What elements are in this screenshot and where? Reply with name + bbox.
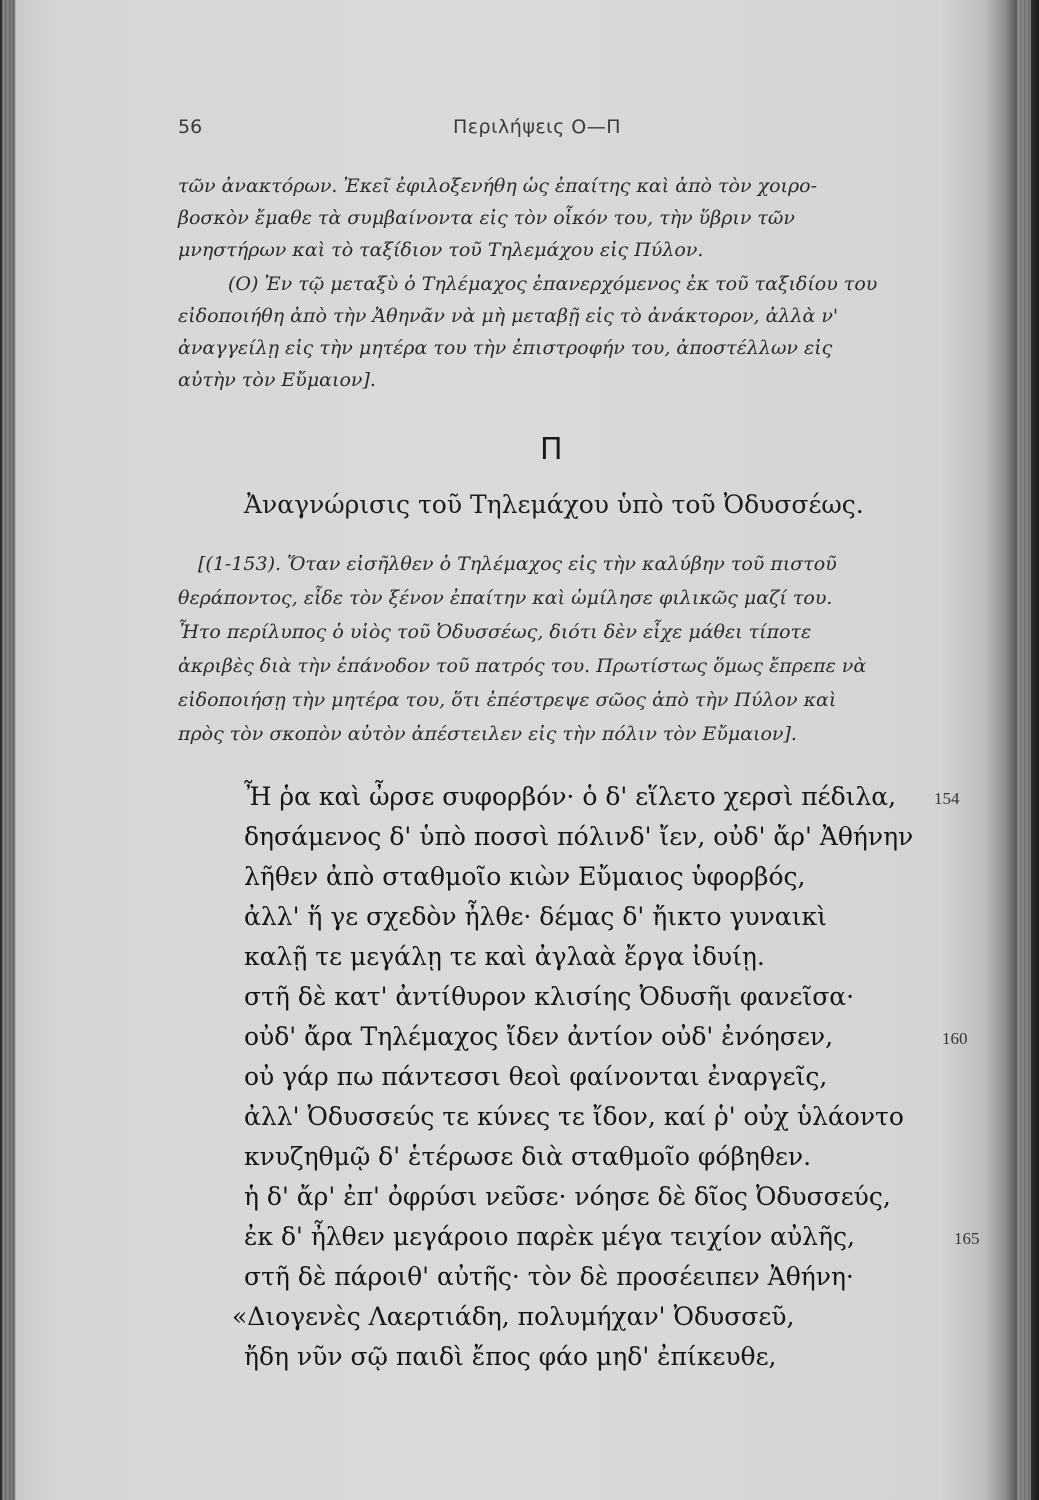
- verse-line: [244, 1136, 811, 1178]
- verse-text: ἀλλ' Ὀδυσσεύς τε κύνες τε ἴδον, καί ῥ' οὐχ ὑλάοντο: [244, 1102, 904, 1131]
- verse-line: [244, 776, 960, 818]
- verse-text: οὐδ' ἄρα Τηλέμαχος ἴδεν ἀντίον οὐδ' ἐνόησεν,: [244, 1022, 834, 1051]
- summary-p-line: [(1-153). Ὅταν εἰσῆλθεν ὁ Τηλέμαχος εἰς τὴν καλύβην τοῦ πιστοῦ: [198, 553, 837, 575]
- summary-p-line: θεράποντος, εἶδε τὸν ξένον ἐπαίτην καὶ ὡμίλησε φιλικῶς μαζί του.: [178, 587, 833, 609]
- verse-text: ἐκ δ' ἦλθεν μεγάροιο παρὲκ μέγα τειχίον αὐλῆς,: [244, 1222, 855, 1251]
- summary-o-line: μνηστήρων καὶ τὸ ταξίδιον τοῦ Τηλεμάχου εἰς Πύλον.: [178, 239, 704, 261]
- summary-o-line: βοσκὸν ἔμαθε τὰ συμβαίνοντα εἰς τὸν οἶκόν του, τὴν ὕβριν τῶν: [178, 207, 795, 229]
- verse-line: [244, 936, 765, 978]
- summary-p-line: Ἦτο περίλυπος ὁ υἱὸς τοῦ Ὀδυσσέως, διότι δὲν εἶχε μάθει τίποτε: [178, 621, 812, 643]
- verse-line: [244, 896, 827, 938]
- verse-text: «Διογενὲς Λαερτιάδη, πολυμήχαν' Ὀδυσσεῦ,: [232, 1302, 795, 1331]
- summary-o-line: (Ο) Ἐν τῷ μεταξὺ ὁ Τηλέμαχος ἐπανερχόμενος ἐκ τοῦ ταξιδίου του: [228, 273, 878, 295]
- verse-line: [244, 1096, 904, 1138]
- page-number: 56: [178, 116, 203, 138]
- verse-text: λῆθεν ἀπὸ σταθμοῖο κιὼν Εὔμαιος ὑφορβός,: [244, 862, 806, 891]
- verse-number: 160: [942, 1029, 968, 1048]
- verse-line: [244, 1176, 891, 1218]
- verse-line: [244, 1056, 827, 1098]
- verse-line: [244, 1216, 980, 1258]
- verse-text: ἡ δ' ἄρ' ἐπ' ὀφρύσι νεῦσε· νόησε δὲ δῖος Ὀδυσσεύς,: [244, 1182, 891, 1211]
- verse-text: οὐ γάρ πω πάντεσσι θεοὶ φαίνονται ἐναργεῖς,: [244, 1062, 828, 1091]
- section-letter: Π: [540, 432, 563, 467]
- verse-line: [244, 1016, 968, 1058]
- verse-line: [244, 1336, 777, 1378]
- verse-line: [244, 1256, 854, 1298]
- verse-text: στῆ δὲ πάροιθ' αὐτῆς· τὸν δὲ προσέειπεν Ἀθήνη·: [244, 1262, 854, 1291]
- verse-text: ἀλλ' ἥ γε σχεδὸν ἦλθε· δέμας δ' ἤικτο γυναικὶ: [244, 902, 827, 931]
- running-head: Περιλήψεις Ο—Π: [453, 116, 621, 138]
- page-header: [178, 116, 968, 146]
- verse-text: δησάμενος δ' ὑπὸ ποσσὶ πόλινδ' ἴεν, οὐδ' ἄρ' Ἀθήνην: [244, 822, 914, 851]
- verse-text: κνυζηθμῷ δ' ἑτέρωσε διὰ σταθμοῖο φόβηθεν.: [244, 1142, 812, 1171]
- summary-p-line: ἀκριβὲς διὰ τὴν ἐπάνοδον τοῦ πατρός του. Πρωτίστως ὅμως ἔπρεπε νὰ: [178, 655, 867, 677]
- verse-line: [232, 1296, 794, 1338]
- verse-text: ἤδη νῦν σῷ παιδὶ ἔπος φάο μηδ' ἐπίκευθε,: [244, 1342, 777, 1371]
- verse-line: [244, 816, 913, 858]
- summary-o-line: τῶν ἀνακτόρων. Ἐκεῖ ἐφιλοξενήθη ὡς ἐπαίτης καὶ ἀπὸ τὸν χοιρο-: [178, 175, 818, 197]
- summary-p-line: εἰδοποιήσῃ τὴν μητέρα του, ὅτι ἐπέστρεψε σῶος ἀπὸ τὴν Πύλον καὶ: [178, 689, 837, 711]
- verse-line: [244, 856, 805, 898]
- summary-p-line: πρὸς τὸν σκοπὸν αὐτὸν ἀπέστειλεν εἰς τὴν πόλιν τὸν Εὔμαιον].: [178, 723, 797, 745]
- verse-line: [244, 976, 854, 1018]
- left-page-edges: [2, 0, 16, 1500]
- summary-o-line: εἰδοποιήθη ἀπὸ τὴν Ἀθηνᾶν νὰ μὴ μεταβῇ εἰς τὸ ἀνάκτορον, ἀλλὰ ν': [178, 305, 839, 327]
- verse-number: 154: [934, 789, 960, 808]
- section-title: Ἀναγνώρισις τοῦ Τηλεμάχου ὑπὸ τοῦ Ὀδυσσέως.: [244, 490, 864, 519]
- summary-o-line: ἀναγγείλῃ εἰς τὴν μητέρα του τὴν ἐπιστροφήν του, ἀποστέλλων εἰς: [178, 337, 833, 359]
- summary-o-line: αὐτὴν τὸν Εὔμαιον].: [178, 369, 376, 391]
- verse-text: καλῇ τε μεγάλῃ τε καὶ ἀγλαὰ ἔργα ἰδυίῃ.: [244, 942, 765, 971]
- verse-text: Ἦ ῥα καὶ ὦρσε συφορβόν· ὁ δ' εἵλετο χερσὶ πέδιλα,: [244, 782, 897, 811]
- verse-text: στῆ δὲ κατ' ἀντίθυρον κλισίης Ὀδυσῆι φανεῖσα·: [244, 982, 855, 1011]
- right-page-edges: [1017, 0, 1031, 1500]
- verse-number: 165: [954, 1229, 980, 1248]
